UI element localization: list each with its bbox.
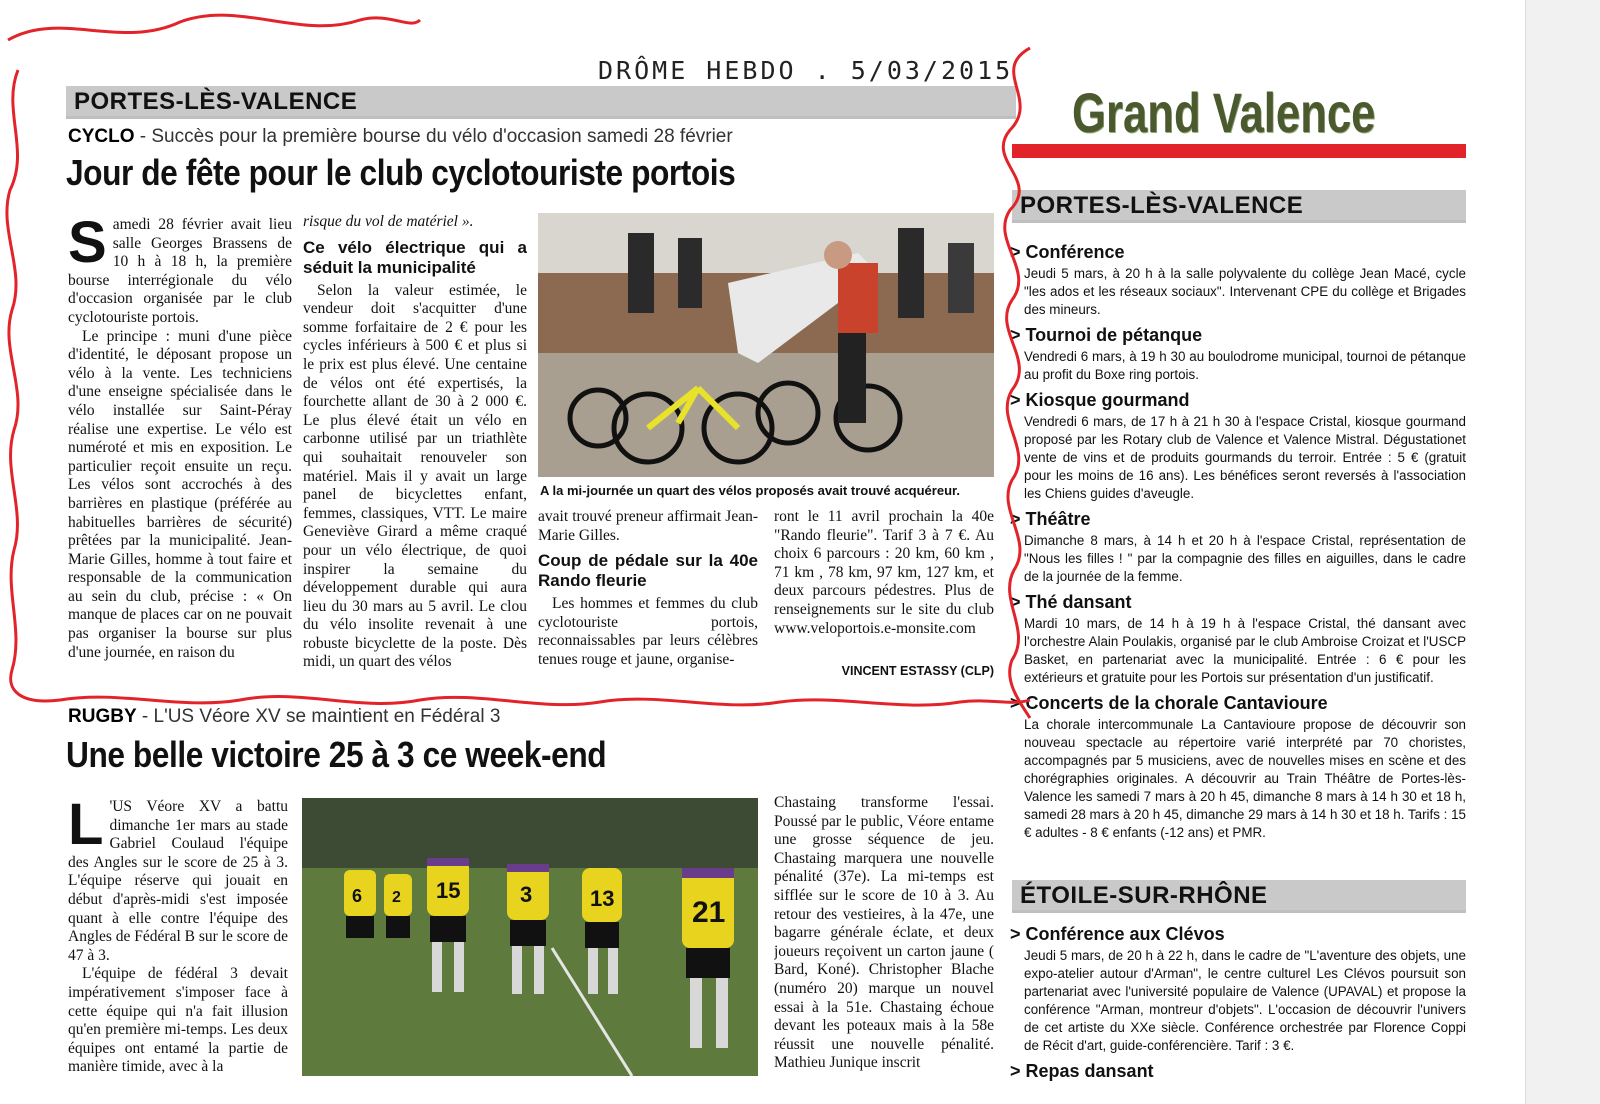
event-title: > Théâtre — [1010, 509, 1091, 529]
event-body: La chorale intercommunale La Cantavioure propose de découvrir son nouveau spectacle au répertoire varié interprété par 70 choristes, accompagnés par 5 musiciens, avec de nouvelles mises en scène et des chorégraphies originales. A découvrir au Train Théâtre de Portes-lès-Valence les samedi 7 mars à 20 h 45, dimanche 8 mars à 14 h 30 et 18 h, samedi 28 mars à 20 h 45, dimanche 29 mars à 14 h 30 et 18 h. Tarifs : 15 € adultes - 8 € enfants (-12 ans) et PMR. — [1024, 717, 1466, 840]
article2-kicker-tag: RUGBY — [68, 706, 137, 727]
section-bar-label-etoile: ÉTOILE-SUR-RHÔNE — [1020, 882, 1268, 909]
event-body: Dimanche 8 mars, à 14 h et 20 h à l'espace Cristal, représentation de "Nous les filles ! " par la compagnie des filles en aiguilles, dans le cadre de la journée de la femme. — [1024, 533, 1466, 584]
handwritten-date-note: DRÔME HEBDO . 5/03/2015 — [598, 56, 1014, 85]
svg-text:6: 6 — [352, 886, 363, 906]
article2-kicker-text: - L'US Véore XV se maintient en Fédéral 3 — [136, 706, 501, 727]
article1-paragraph-3: Selon la valeur estimée, le vendeur doit s'acquitter d'une somme forfaitaire de 2 € pour les cycles inférieurs à 500 € et plus si le prix est plus élevé. Une centaine de vélos ont été expertisés, la fourchette allant de 30 à 2 000 €. Le plus élevé était un vélo en carbonne utilisé par un triathlète qui souhaitait renouveler son matériel. Mais il y avait un large panel de bicyclettes enfant, femmes, classiques, VTT. Le maire Geneviève Girard a même craqué pour un vélo électrique, de quoi inspirer la semaine du développement durable qui aura lieu du 30 mars au 5 avril. Le clou du vélo insolite revenait à une robuste bicyclette de la poste. Dès midi, un quart des vélos — [303, 281, 527, 671]
article1-paragraph-1: amedi 28 février avait lieu salle Georges Brassens de 10 h à 18 h, la première bourse interrégionale du vélo d'occasion organisée par le club cyclotouriste portois. — [68, 216, 292, 326]
article2-headline: Une belle victoire 25 à 3 ce week-end — [66, 734, 607, 775]
event-title: > Tournoi de pétanque — [1010, 325, 1203, 345]
article1-paragraph-4: avait trouvé preneur affirmait Jean-Marie Gilles. — [538, 508, 758, 544]
article1-paragraph-2: Le principe : muni d'une pièce d'identité, le déposant propose un vélo à la vente. Les techniciens d'une enseigne spécialisée dans le vélo installée sur Saint-Péray réalise une expertise. Le vélo est numéroté et mis en exposition. Le particulier reçoit ensuite un reçu. Les vélos sont accrochés à des barrières en plastique (préférée au habituelles barrières de sécurité) prêtées par la municipalité. Jean-Marie Gilles, homme à tout faire et responsable de la communication au sein du club, précise : « On manque de places car on ne pouvait pas organiser la bourse sur plus d'une journée, en raison du — [68, 327, 292, 661]
article1-dropcap: S — [68, 216, 107, 275]
event-body: Jeudi 5 mars, de 20 h à 22 h, dans le cadre de "L'aventure des objets, une expo-atelier autour d'Arman", le centre culturel Les Clévos poursuit son partenariat avec l'université populaire de Valence (UPAVAL) et propose la conférence "Arman, montreur d'objets". L'occasion de découvrir l'univers de cet artiste du XXe siècle. Conférence orchestrée par Florence Coppi de Récit d'art, guide-conférencière. Tarif : 3 €. — [1024, 948, 1466, 1053]
svg-text:2: 2 — [392, 889, 401, 906]
article1-col2-quote-end: risque du vol de matériel ». — [303, 213, 474, 230]
article1-kicker-tag: CYCLO — [68, 126, 135, 147]
article1-paragraph-6: ront le 11 avril prochain la 40e "Rando fleurie". Tarif 3 à 7 €. Au choix 6 parcours : 20 km, 60 km , 71 km , 78 km, 97 km, 127 km, et deux parcours pédestres. Plus de renseignements sur le site du club www.veloportois.e-monsite.com — [774, 508, 994, 637]
event-body: Vendredi 6 mars, de 17 h à 21 h 30 à l'espace Cristal, kiosque gourmand proposé par les Rotary club de Valence et Valence Mistral. Dégustationet vente de vins et de produits gourmands du terroir. Entrée : 5 € (gratuit pour les moins de 16 ans). Les bénéfices seront reversés à l'association les Chiens guides d'aveugle. — [1024, 414, 1466, 501]
article1-headline: Jour de fête pour le club cyclotouriste portois — [66, 152, 736, 193]
event-title: > Thé dansant — [1010, 592, 1132, 612]
grand-valence-banner: Grand Valence — [1072, 81, 1376, 144]
article2-dropcap: L — [68, 798, 104, 857]
event-body: Mardi 10 mars, de 14 h à 19 h à l'espace Cristal, thé dansant avec l'orchestre Alain Poulakis, organisé par le club Ambroise Croizat et l'USCP Basket, en partenariat avec la municipalité. Entrée : 6 € pour les extérieurs et gratuite pour les Portois sur présentation d'un justificatif. — [1024, 616, 1466, 685]
article1-subhead-2: Coup de pédale sur la 40e Rando fleurie — [538, 551, 758, 591]
article2-paragraph-1: 'US Véore XV a battu dimanche 1er mars au stade Gabriel Coulaud l'équipe des Angles sur le score de 25 à 3. L'équipe réserve qui jouait en début d'après-midi s'est imposée quant à elle contre l'équipe des Angles de Fédéral B sur le score de 47 à 3. — [68, 798, 288, 964]
article2-paragraph-3: Chastaing transforme l'essai. Poussé par le public, Véore entame une grosse séquence de jeu. Chastaing marquera une nouvelle pénalité (37e). La mi-temps est sifflée sur le score de 10 à 3. Au retour des vestieires, à la 47e, une bagarre générale éclate, et deux joueurs reçoivent un carton jaune ( Bard, Koné). Christopher Blache (numéro 20) marque un nouvel essai à la 51e. Chastaing échoue devant les poteaux mais à la 58e réussit une nouvelle pénalité. Mathieu Junique inscrit — [774, 794, 994, 1072]
svg-text:21: 21 — [692, 896, 726, 929]
event-title: > Concerts de la chorale Cantavioure — [1010, 693, 1328, 713]
article2-paragraph-2: L'équipe de fédéral 3 devait impérativement s'imposer face à cette équipe qui n'a fait illusion qu'en première mi-temps. Les deux équipes ont entamé la partie de manière timide, avec à la — [68, 965, 288, 1076]
svg-text:13: 13 — [590, 886, 615, 911]
event-title: > Conférence aux Clévos — [1010, 924, 1225, 944]
event-body: Jeudi 5 mars, à 20 h à la salle polyvalente du collège Jean Macé, cycle "les ados et les réseaux sociaux". Intervenant CPE du collège et Brigades des mineurs. — [1024, 266, 1466, 317]
section-bar-label: PORTES-LÈS-VALENCE — [74, 88, 358, 115]
article1-paragraph-5: Les hommes et femmes du club cyclotouriste portois, reconnaissables par leurs célèbres tenues rouge et jaune, organise- — [538, 595, 758, 668]
event-title: > Repas dansant — [1010, 1061, 1154, 1081]
event-body: Vendredi 6 mars, à 19 h 30 au boulodrome municipal, tournoi de pétanque au profit du Boxe ring portois. — [1024, 349, 1466, 382]
article1-subhead-1: Ce vélo électrique qui a séduit la municipalité — [303, 237, 527, 277]
svg-text:15: 15 — [436, 878, 461, 903]
article1-byline: VINCENT ESTASSY (CLP) — [841, 664, 994, 678]
article1-photo-caption: A la mi-journée un quart des vélos proposés avait trouvé acquéreur. — [540, 483, 960, 498]
section-bar-label-right: PORTES-LÈS-VALENCE — [1020, 192, 1304, 219]
svg-text:3: 3 — [520, 882, 533, 907]
event-title: > Conférence — [1010, 242, 1125, 262]
article1-kicker-text: - Succès pour la première bourse du vélo d'occasion samedi 28 février — [134, 126, 733, 147]
event-title: > Kiosque gourmand — [1010, 390, 1190, 410]
